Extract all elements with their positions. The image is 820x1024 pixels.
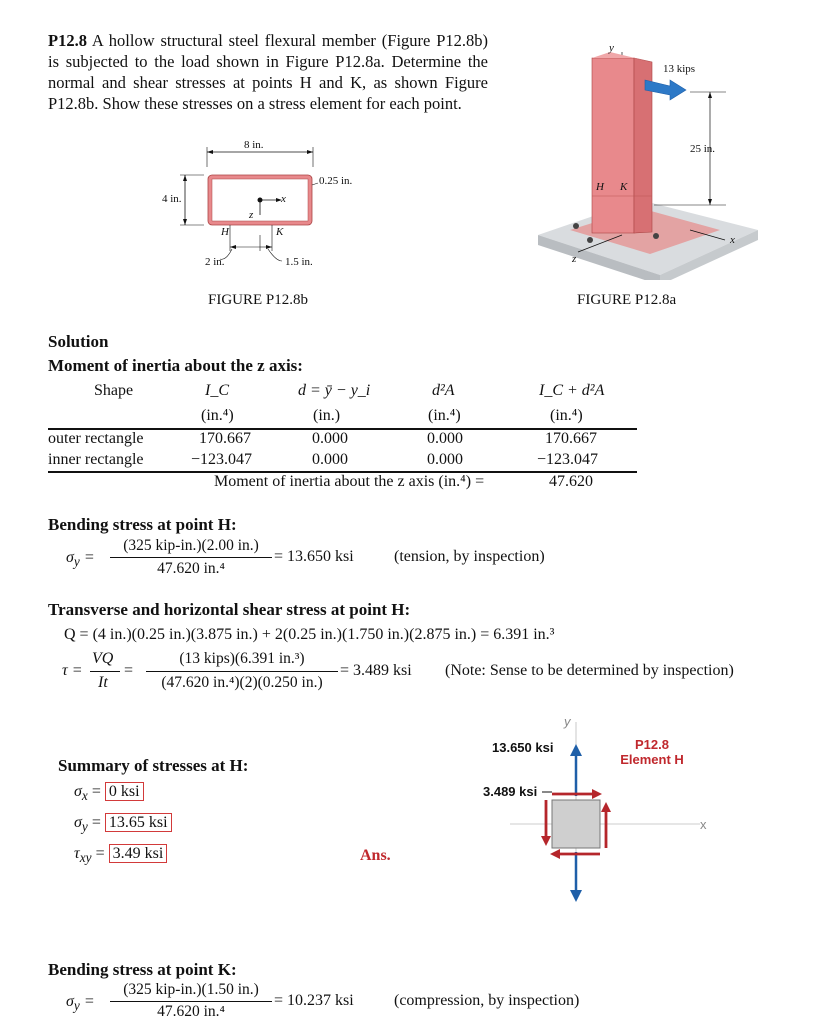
element-title	[612, 737, 692, 767]
table-header-d: d = ȳ − y_i	[298, 382, 371, 399]
summary-h-heading: Summary of stresses at H:	[58, 756, 249, 775]
table-row-outer-d: 0.000	[312, 430, 348, 447]
bending-h-heading: Bending stress at point H:	[48, 515, 237, 534]
summary-tau-xy: $\tau_{xy} = 3.49$ ksi	[74, 845, 167, 866]
solution-heading: Solution	[48, 332, 109, 351]
element-title-line2: Element H	[620, 752, 684, 767]
table-row-inner-d2a: 0.000	[427, 451, 463, 468]
table-row-outer-total: 170.667	[545, 430, 597, 447]
table-total-label: Moment of inertia about the z axis (in.⁴) =	[214, 473, 485, 490]
fig-b-point-h: H	[221, 226, 229, 238]
table-total-value: 47.620	[549, 473, 593, 490]
shear-h-vq: VQ	[92, 650, 114, 667]
fig-b-k-offset: 1.5 in.	[285, 256, 313, 268]
table-unit-ic: (in.⁴)	[201, 407, 234, 424]
table-row-inner-total: −123.047	[537, 451, 599, 468]
shear-h-equals: =	[124, 662, 134, 679]
fig-a-load-label: 13 kips	[663, 63, 696, 75]
fig-a-point-k: K	[620, 181, 628, 193]
summary-tau-xy-value: 3.49 ksi	[109, 844, 168, 863]
table-unit-d: (in.)	[313, 407, 341, 424]
bending-k-result: = 10.237 ksi	[274, 992, 354, 1009]
table-row-inner-d: 0.000	[312, 451, 348, 468]
table-row-outer-ic: 170.667	[199, 430, 251, 447]
bending-k-denominator: 47.620 in.⁴	[157, 1003, 225, 1020]
element-axis-x: x	[700, 817, 707, 832]
answer-label: Ans.	[360, 847, 391, 864]
table-header-total: I_C + d²A	[539, 382, 605, 399]
summary-sigma-x: $\sigma_x = 0$ ksi	[74, 783, 144, 804]
fig-b-h-offset: 2 in.	[205, 256, 225, 268]
shear-h-tau-denominator: (47.620 in.⁴)(2)(0.250 in.)	[161, 674, 323, 691]
element-normal-label: 13.650 ksi	[492, 740, 554, 755]
shear-h-it: It	[98, 674, 108, 691]
summary-sigma-y: $\sigma_y = 13.65$ ksi	[74, 814, 172, 835]
figure-b-cross-section	[160, 135, 390, 275]
fig-b-point-k: K	[276, 226, 284, 238]
fig-b-axis-x: x	[281, 193, 286, 205]
shear-h-tau-numerator: (13 kips)(6.391 in.³)	[179, 650, 305, 667]
bending-h-fraction-bar	[110, 557, 272, 558]
fig-b-wall-label: 0.25 in.	[319, 175, 353, 187]
shear-h-note: (Note: Sense to be determined by inspection)	[445, 662, 734, 679]
bending-h-denominator: 47.620 in.⁴	[157, 560, 225, 577]
shear-h-heading: Transverse and horizontal shear stress at point H:	[48, 600, 411, 619]
fig-b-width-label: 8 in.	[244, 139, 264, 151]
summary-sigma-y-value: 13.65 ksi	[105, 813, 172, 832]
shear-h-q-equation: Q = (4 in.)(0.25 in.)(3.875 in.) + 2(0.25 in.)(1.750 in.)(2.875 in.) = 6.391 in.³	[64, 626, 555, 643]
table-header-shape: Shape	[94, 382, 134, 399]
table-unit-total: (in.⁴)	[550, 407, 583, 424]
shear-h-tau-symbol: τ =	[62, 662, 83, 679]
table-row-inner-ic: −123.047	[191, 451, 253, 468]
element-axis-y: y	[564, 714, 571, 729]
fig-b-axis-z: z	[249, 209, 254, 221]
bending-k-fraction-bar	[110, 1001, 272, 1002]
fig-a-point-h: H	[596, 181, 604, 193]
problem-text: A hollow structural steel flexural member (Figure P12.8b) is subjected to the load shown in Figure P12.8a. Determine the normal and shear stresses at points H and K, as shown Figure P12.8b. Show these stresses on a stress element for each point.	[48, 31, 489, 113]
summary-sigma-x-value: 0 ksi	[105, 782, 144, 801]
bending-k-numerator: (325 kip-in.)(1.50 in.)	[123, 981, 259, 998]
fig-a-caption: FIGURE P12.8a	[577, 292, 677, 308]
fig-b-height-label: 4 in.	[162, 193, 182, 205]
bending-h-result: = 13.650 ksi	[274, 548, 354, 565]
problem-statement	[48, 30, 488, 114]
fig-a-height-label: 25 in.	[690, 143, 716, 155]
problem-number: P12.8	[48, 31, 87, 50]
table-row-outer-d2a: 0.000	[427, 430, 463, 447]
element-title-line1: P12.8	[635, 737, 669, 752]
shear-h-vq-bar	[90, 671, 120, 672]
bending-h-sigma: $\sigma_y$ =	[66, 549, 95, 570]
fig-a-axis-x: x	[730, 234, 735, 246]
bending-h-note: (tension, by inspection)	[394, 548, 545, 565]
table-header-ic: I_C	[205, 382, 229, 399]
table-row-inner-shape: inner rectangle	[48, 451, 144, 468]
fig-a-axis-z: z	[572, 253, 577, 265]
table-unit-d2a: (in.⁴)	[428, 407, 461, 424]
table-header-d2a: d²A	[432, 382, 455, 399]
fig-b-caption: FIGURE P12.8b	[208, 292, 309, 308]
shear-h-result: = 3.489 ksi	[340, 662, 412, 679]
bending-k-sigma: $\sigma_y$ =	[66, 993, 95, 1014]
bending-h-numerator: (325 kip-in.)(2.00 in.)	[123, 537, 259, 554]
shear-h-fraction-bar	[146, 671, 338, 672]
bending-k-note: (compression, by inspection)	[394, 992, 580, 1009]
table-row-outer-shape: outer rectangle	[48, 430, 144, 447]
bending-k-heading: Bending stress at point K:	[48, 960, 237, 979]
element-shear-label: 3.489 ksi	[483, 784, 538, 799]
moi-heading: Moment of inertia about the z axis:	[48, 356, 303, 375]
fig-a-axis-y: y	[609, 42, 614, 54]
